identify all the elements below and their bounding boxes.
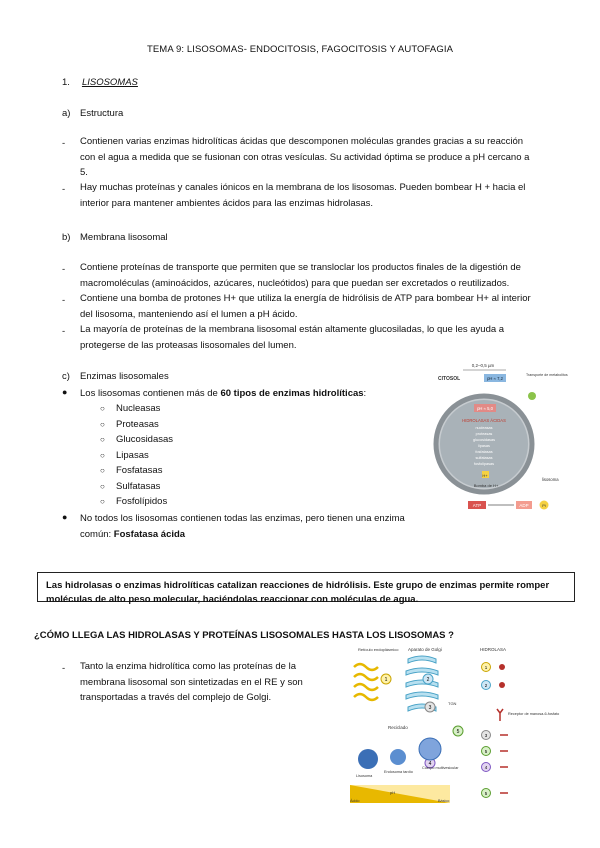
section-heading [62, 77, 138, 88]
bullet-line: membrana lisosomal son sintetizadas en el RE y son [80, 676, 303, 688]
svg-text:5: 5 [484, 749, 488, 754]
bullet-text [80, 180, 525, 211]
enzyme-heading: HIDROLASAS ÁCIDAS [462, 418, 506, 423]
bullet-dot: ● [62, 387, 68, 397]
golgi-label: Aparato de Golgi [408, 647, 442, 652]
lysosome-label: lisosoma [542, 477, 559, 482]
atp-label: ATP [472, 503, 482, 508]
sub-bullet-circle: ○ [100, 404, 105, 413]
subsection-heading: Estructura [80, 108, 124, 119]
bullet-line: transportadas a través del complejo de Golgi. [80, 692, 272, 703]
subsection-heading: Membrana lisosomal [80, 232, 168, 243]
sub-bullet-circle: ○ [100, 450, 105, 460]
enzyme-name-0: nucleasas [475, 426, 493, 430]
enzyme-name-6: fosfolipasas [473, 462, 495, 466]
mvb-caption: Cuerpo multivesicular [422, 766, 459, 770]
adp-label: ADP [519, 503, 529, 508]
ph-inner: pH ≈ 5,0 [477, 406, 493, 411]
sub-bullet-circle: ○ [100, 466, 105, 475]
bullet-line: común: Fosfatasa ácida [80, 528, 186, 540]
svg-text:2: 2 [426, 677, 430, 683]
bullet-line: del lisosoma, manteniendo así el lumen a pH ácido. [80, 308, 298, 320]
subsection-c [62, 371, 169, 382]
definition-box [37, 572, 575, 605]
svg-text:3: 3 [428, 705, 432, 711]
rer-membranes [354, 664, 378, 700]
bullet-line: Hay muchas proteínas y canales iónicos en la membrana de los lisosomas. Pueden bombear H + hacia el [80, 182, 526, 193]
bullet-dot: ● [62, 512, 68, 522]
sub-bullet-circle: ○ [100, 497, 105, 506]
acid-label: Ácido [350, 799, 360, 803]
lysosome-figure [428, 360, 568, 520]
bullet-text [80, 260, 521, 291]
bullet-line: Contiene proteínas de transporte que permiten que se transloclar los productos finales de la digestión de [80, 262, 521, 273]
bullet-text [80, 386, 366, 402]
enzyme-name-1: proteasas [475, 432, 493, 436]
pump-label: Bomba de H+ [473, 483, 499, 488]
subsection-letter: b) [62, 232, 71, 243]
box-line: moléculas de alto peso molecular, haciéndolas reaccionar con moléculas de agua. [46, 594, 419, 605]
subsection-heading: Enzimas lisosomales [80, 371, 169, 382]
svg-text:1: 1 [384, 677, 388, 683]
svg-text:4: 4 [428, 761, 432, 767]
enzyme-item: Glucosidasas [116, 434, 174, 445]
enzyme-item: Fosfatasas [116, 465, 163, 476]
ph-outer: pH ≈ 7,2 [487, 376, 503, 381]
bullet-part: Los lisosomas contienen más de [80, 388, 221, 399]
sub-bullet-circle: ○ [100, 481, 105, 491]
subsection-a [62, 108, 123, 119]
trafficking-figure [350, 645, 560, 805]
subsection-b [62, 232, 168, 243]
bullet-text [80, 134, 529, 181]
question-heading: ¿CÓMO LLEGA LAS HIDROLASAS Y PROTEÍNAS LISOSOMALES HASTA LOS LISOSOMAS ? [34, 630, 454, 641]
bullet-line: macromoléculas (aminoácidos, azúcares, nucleótidos) para que puedan ser excretados o reutilizados. [80, 277, 510, 289]
sub-bullet-circle: ○ [100, 435, 105, 444]
dash-marker: - [62, 138, 66, 149]
dash-marker: - [62, 663, 66, 674]
cytosol-label: CITOSOL [438, 376, 461, 382]
endosome-caption: Endosoma tardío [384, 770, 413, 774]
bullet-bold: 60 tipos de enzimas hidrolíticas [220, 388, 364, 399]
enzyme-item: Sulfatasas [116, 480, 161, 492]
dash-marker: - [62, 295, 66, 306]
svg-text:2: 2 [484, 683, 488, 688]
receptor-icons [497, 664, 508, 793]
recycled-label: Reciclado [388, 725, 408, 730]
bullet-line: con el agua a medida que se fusionan con otras vesículas. Su actividad óptima se produce a pH cercano a [80, 151, 530, 163]
pi-label: Pi [542, 503, 546, 508]
lysosome-shape [358, 749, 378, 769]
bullet-line: No todos los lisosomas contienen todas las enzimas, pero tienen una enzima [80, 513, 405, 524]
mvb-shape [419, 738, 441, 760]
svg-text:4: 4 [484, 765, 488, 770]
bullet-line: 5. [80, 167, 88, 178]
section-number: 1. [62, 77, 70, 88]
bullet-line: Contienen varias enzimas hidrolíticas ácidas que descomponen moléculas grandes gracias a su reacción [80, 136, 524, 147]
hplus-label: H+ [482, 473, 488, 478]
enzyme-name-3: lipasas [478, 444, 490, 448]
endosome-shape [390, 749, 406, 765]
basic-label: Básico [438, 799, 450, 803]
bullet-text [80, 322, 504, 353]
svg-text:3: 3 [484, 733, 488, 738]
enzyme-name-4: fosfatasas [475, 450, 493, 454]
bullet-text [80, 291, 531, 322]
size-label: 0,2–0,5 µm [471, 363, 495, 368]
enzyme-item: Proteasas [116, 418, 159, 430]
bullet-text [80, 511, 405, 542]
enzyme-item: Fosfolípidos [116, 496, 168, 507]
hydrolase-label: HIDROLASA [480, 647, 507, 652]
legend-steps [482, 663, 491, 798]
dash-marker: - [62, 184, 66, 195]
box-line: Las hidrolasas o enzimas hidrolíticas catalizan reacciones de hidrólisis. Este grupo de enzimas permite romper [46, 580, 550, 591]
bullet-line: interior para mantener ambientes ácidos para las enzimas hidrolasas. [80, 197, 374, 209]
bullet-line: Contiene una bomba de protones H+ que utiliza la energía de hidrólisis de ATP para bombear H+ al interior [80, 293, 531, 304]
section-label: LISOSOMAS [81, 77, 138, 88]
bullet-text [80, 659, 303, 706]
transport-label: Transporte de metabolitos [526, 373, 568, 377]
transporter-icon [528, 392, 536, 400]
subsection-letter: c) [62, 371, 70, 382]
dash-marker: - [62, 264, 66, 275]
page-title: TEMA 9: LISOSOMAS- ENDOCITOSIS, FAGOCITOSIS Y AUTOFAGIA [146, 44, 454, 55]
svg-text:1: 1 [484, 665, 488, 670]
rer-label: Retículo endoplásmico [358, 647, 399, 652]
receptor-label: Receptor de manosa-6-fosfato [508, 712, 560, 716]
svg-text:5: 5 [456, 729, 460, 735]
bullet-line: La mayoría de proteínas de la membrana lisosomal están altamente glucosiladas, lo que les ayuda a [80, 324, 505, 335]
svg-text:5: 5 [484, 791, 488, 796]
tgn-label: TGN [448, 701, 457, 706]
enzyme-name-2: glucosidasas [473, 438, 495, 442]
subsection-letter: a) [62, 108, 71, 119]
bullet-line: protegerse de las proteasas lisosomales del lumen. [80, 339, 297, 351]
enzyme-item: Nucleasas [116, 403, 161, 414]
lysosome-caption: Lisosoma [356, 774, 373, 778]
enzyme-name-5: sulfatasas [475, 456, 493, 460]
bullet-bold: Fosfatasa ácida [113, 528, 186, 540]
bullet-part: : [363, 388, 367, 399]
enzyme-item: Lipasas [116, 449, 149, 461]
dash-marker: - [62, 326, 66, 337]
ph-label: pH [390, 790, 396, 795]
bullet-line: Tanto la enzima hidrolítica como las proteínas de la [80, 661, 296, 672]
sub-bullet-circle: ○ [100, 419, 105, 429]
